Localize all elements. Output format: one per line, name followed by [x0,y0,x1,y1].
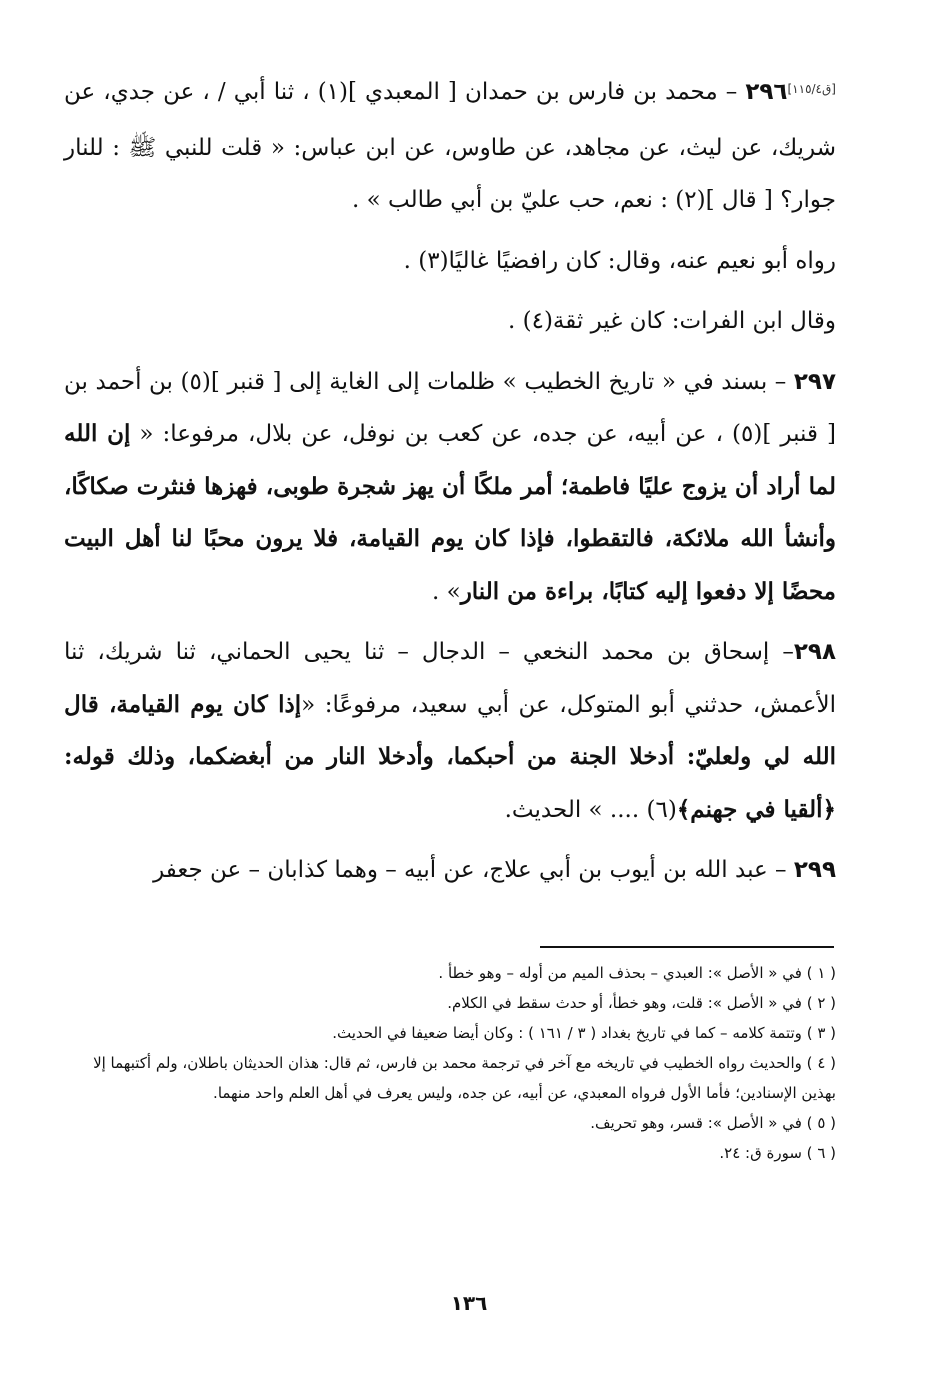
entry-text: – محمد بن فارس بن حمدان [ المعبدي ](١) ، ثنا أبي / ، عن جدي، عن شريك، عن ليث، عن مجاهد، عن طاوس، عن ابن عباس: « قلت للنبي ﷺ : للنار جوار؟ [ قال ](٢) : نعم، حب عليّ بن أبي طالب » . [64,79,836,213]
entry-296-note: وقال ابن الفرات: كان غير ثقة(٤) . [507,308,836,334]
entry-296 [64,66,836,227]
entry-298 [64,626,836,836]
entry-297 [64,356,836,619]
entry-number: ٢٩٧ [793,368,836,395]
entry-299 [64,844,836,897]
footnote: ( ٦ ) سورة ق: ٢٤. [719,1144,836,1162]
page-number: ١٣٦ [450,1291,488,1315]
entry-text: – إسحاق بن محمد النخعي – الدجال – ثنا يحيى الحماني، ثنا شريك، ثنا الأعمش، حدثني أبو المتوكل، عن أبي سعيد، مرفوعًا: « [64,639,836,718]
entry-296-note: رواه أبو نعيم عنه، وقال: كان رافضيًا غاليًا(٣) . [403,247,836,274]
hadith-text: إذا كان يوم القيامة، قال الله لي ولعليّ: أدخلا الجنة من أحبكما، وأدخلا النار من أبغضكما، وذلك قوله: ﴿ألقيا في جهنم﴾ [64,690,836,823]
entry-text-end: (٦) .... » الحديث. [504,796,677,823]
entry-number: ٢٩٨ [793,639,836,665]
footnote: ( ٤ ) والحديث رواه الخطيب في تاريخه مع آخر في ترجمة محمد بن فارس، ثم قال: هذان الحديثان باطلان، ولم أكتبهما إلا بهذين الإسنادين؛ فأما الأول فرواه المعبدي، عن أبيه، عن جده، وليس يعرف في أهل العلم واحد منهما. [93,1054,836,1102]
footnote: ( ١ ) في « الأصل »: العبدي – بحذف الميم من أوله – وهو خطأ . [438,964,836,982]
footnote: ( ٢ ) في « الأصل »: قلت، وهو خطأ، أو حدث سقط في الكلام. [447,994,836,1012]
footnote: ( ٣ ) وتتمة كلامه – كما في تاريخ بغداد ( ٣ / ١٦١ ) : وكان أيضا ضعيفا في الحديث. [332,1024,836,1042]
entry-number: ٢٩٩ [793,857,836,883]
entry-text-end: » . [431,578,461,605]
footnote-separator [540,946,834,948]
entry-text: – بسند في « تاريخ الخطيب » ظلمات إلى الغاية إلى [ قنبر ](٥) بن أحمد بن [ قنبر ](٥) ، عن أبيه، عن جده، عن كعب بن نوفل، عن بلال، مرفوعا: « [64,368,836,447]
margin-reference: [ق١١٥/٤] [787,82,836,96]
hadith-text: إن الله لما أراد أن يزوج عليًا فاطمة؛ أمر ملكًا أن يهز شجرة طوبى، فهزها فنثرت صكاكًا، وأنشأ الله ملائكة، فالتقطوا، فإذا كان يوم القيامة، فلا يرون محبًا لنا أهل البيت محضًا إلا دفعوا إليه كتابًا، براءة من النار [64,420,836,605]
entry-number: ٢٩٦ [745,79,788,105]
main-text [64,66,836,897]
entry-text: – عبد الله بن أيوب بن أبي علاج، عن أبيه – وهما كذابان – عن جعفر [153,857,794,883]
footnote: ( ٥ ) في « الأصل »: قسر، وهو تحريف. [590,1114,836,1132]
footnotes [64,958,836,1168]
